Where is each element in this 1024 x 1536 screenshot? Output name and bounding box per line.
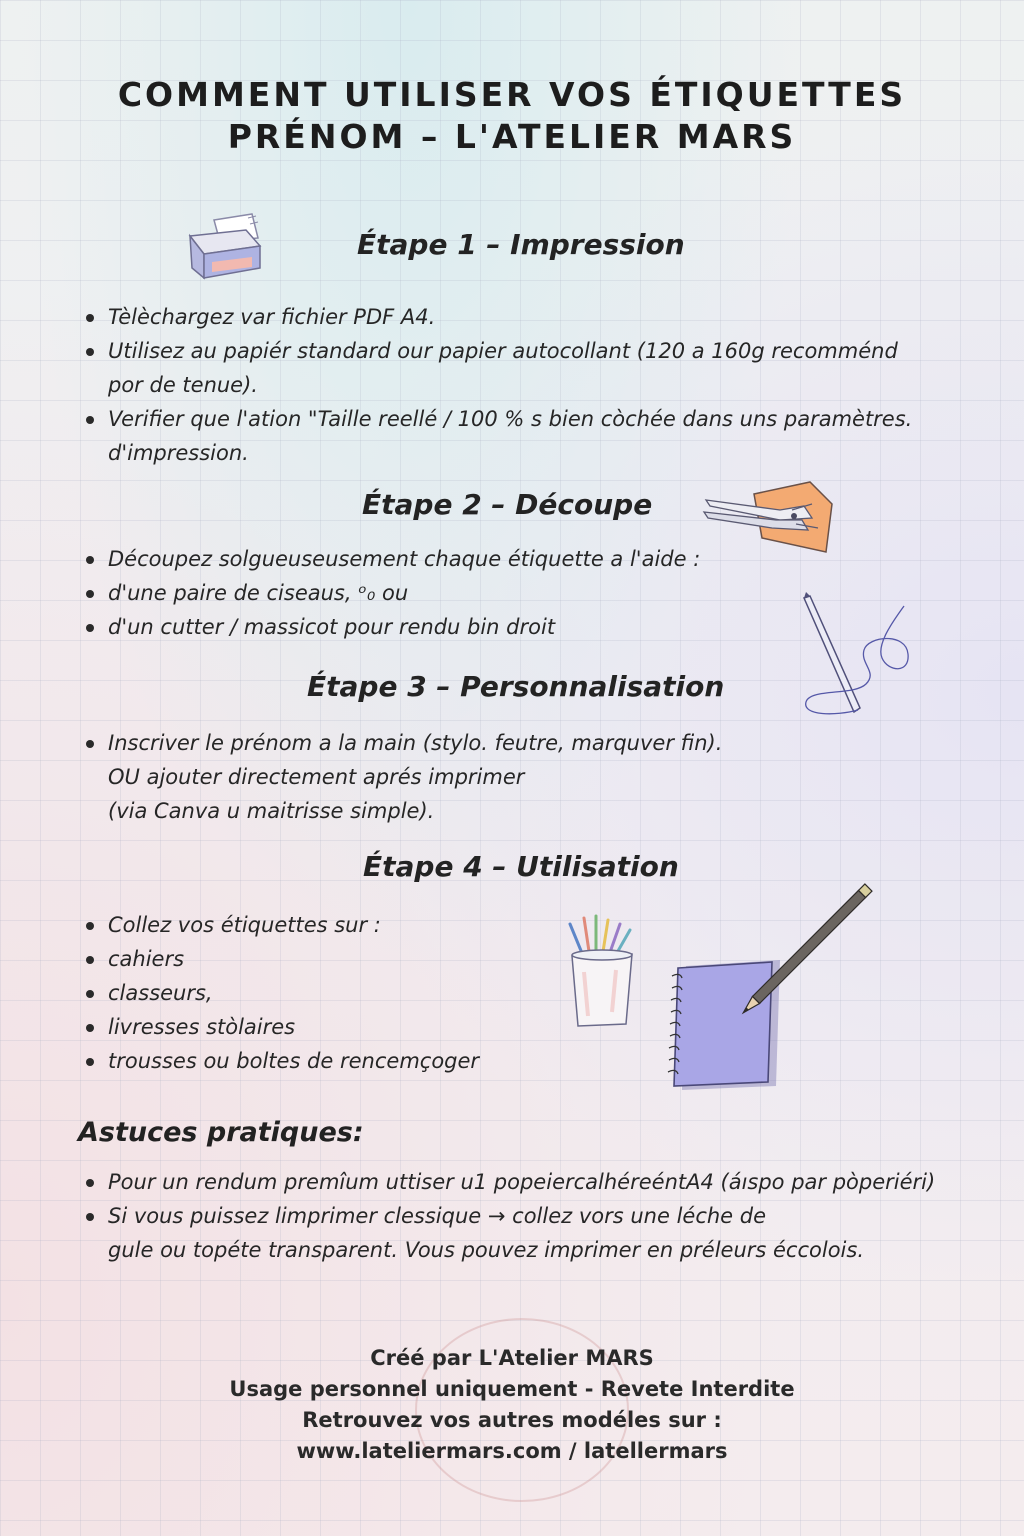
list-item: classeurs, <box>80 976 479 1010</box>
footer-more: Retrouvez vos autres modéles sur : <box>302 1408 722 1432</box>
step-3-title: Étape 3 – Personnalisation <box>307 670 725 703</box>
step-4-list <box>80 908 479 1078</box>
list-item: d'une paire de ciseaus, ᵒ₀ ou <box>80 576 700 610</box>
pencil-cup-icon <box>562 912 642 1032</box>
list-item: Utilisez au papiér standard our papier autocollant (120 a 160g recomménd por de tenue). <box>80 334 912 402</box>
step-1-list <box>80 300 912 470</box>
step-3-list <box>80 726 722 828</box>
tips-list <box>80 1165 935 1267</box>
pen-icon <box>796 592 926 722</box>
tips-title: Astuces pratiques: <box>78 1117 364 1148</box>
list-item: Collez vos étiquettes sur : <box>80 908 479 942</box>
list-item: livresses stòlaires <box>80 1010 479 1044</box>
footer-website-link[interactable]: www.lateliermars.com / latellermars <box>296 1439 728 1463</box>
footer <box>0 1343 1024 1467</box>
step-2-list <box>80 542 700 644</box>
title-line-1: COMMENT UTILISER VOS ÉTIQUETTES <box>117 75 907 114</box>
list-item: d'un cutter / massicot pour rendu bin droit <box>80 610 700 644</box>
list-item: Tèlèchargez var fichier PDF A4. <box>80 300 912 334</box>
list-item: Découpez solgueuseusement chaque étiquette a l'aide : <box>80 542 700 576</box>
step-1-title: Étape 1 – Impression <box>357 228 685 261</box>
step-2-title: Étape 2 – Découpe <box>362 488 653 521</box>
footer-credit: Créé par L'Atelier MARS <box>370 1346 654 1370</box>
list-item: Si vous puissez limprimer clessique → collez vors une léche de gule ou topéte transparent. Vous pouvez imprimer en préleurs éccolois. <box>80 1199 935 1267</box>
list-item: Verifier que l'ation "Taille reellé / 100 % s bien còchée dans uns paramètres. d'impression. <box>80 402 912 470</box>
footer-usage: Usage personnel uniquement - Revete Interdite <box>229 1377 795 1401</box>
list-item: Inscriver le prénom a la main (stylo. feutre, marquver fin). OU ajouter directement aprés imprimer (via Canva u maitrisse simple). <box>80 726 722 828</box>
step-4-title: Étape 4 – Utilisation <box>363 850 679 883</box>
notebook-icon <box>664 876 892 1092</box>
list-item: Pour un rendum premîum uttiser u1 popeiercalhéreéntA4 (áıspo par pòperiéri) <box>80 1165 935 1199</box>
title-line-2: PRÉNOM – L'ATELIER MARS <box>227 117 797 156</box>
scissors-icon <box>700 476 840 572</box>
page-title <box>0 74 1024 158</box>
list-item: cahiers <box>80 942 479 976</box>
printer-icon <box>186 212 270 282</box>
list-item: trousses ou boltes de rencemçoger <box>80 1044 479 1078</box>
